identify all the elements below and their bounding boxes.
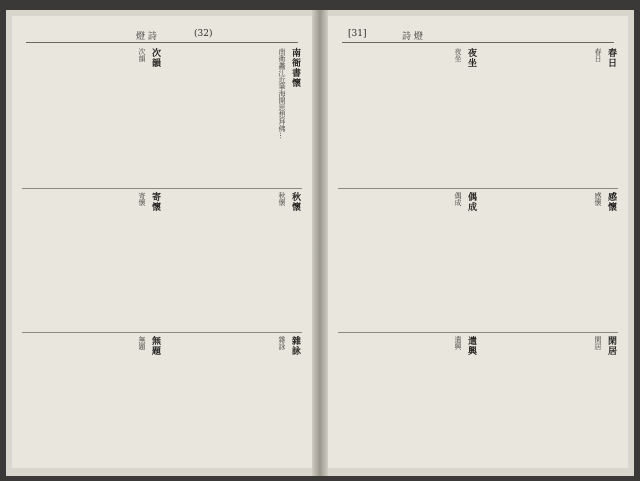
poem-text: 無題 xyxy=(138,336,146,350)
left-columns xyxy=(22,48,302,458)
left-poem-1 xyxy=(162,48,302,184)
left-header-title: 燈 詩 xyxy=(136,32,157,42)
poem-text: 夜坐 xyxy=(454,48,462,62)
poem-heading: 雜詠 xyxy=(290,336,300,356)
left-header xyxy=(26,28,298,43)
right-poem-3 xyxy=(478,192,618,328)
poem-heading: 夜坐 xyxy=(466,48,476,68)
right-header-title: 詩 燈 xyxy=(402,32,423,42)
book-gutter xyxy=(312,10,328,476)
right-poem-6 xyxy=(338,336,478,468)
poem-heading: 春日 xyxy=(606,48,616,68)
poem-heading: 遣興 xyxy=(466,336,476,356)
poem-text: 寄懷 xyxy=(138,192,146,206)
poem-heading: 次韻 xyxy=(150,48,160,68)
left-poem-3 xyxy=(162,192,302,328)
poem-text: 感懷 xyxy=(594,192,602,206)
left-poem-6 xyxy=(22,336,162,468)
poem-text: 遣興 xyxy=(454,336,462,350)
poem-text: 偶成 xyxy=(454,192,462,206)
poem-text: 次韻 xyxy=(138,48,146,62)
left-poem-5 xyxy=(162,336,302,468)
poem-heading: 閑居 xyxy=(606,336,616,356)
poem-heading: 寄懷 xyxy=(150,192,160,212)
right-poem-4 xyxy=(338,192,478,328)
right-columns xyxy=(338,48,618,458)
right-poem-1 xyxy=(478,48,618,184)
left-poem-2 xyxy=(22,48,162,184)
section-divider xyxy=(22,332,302,333)
right-poem-2 xyxy=(338,48,478,184)
left-page xyxy=(12,16,312,468)
section-divider xyxy=(22,188,302,189)
left-page-number: (32) xyxy=(194,29,213,39)
right-page-number: [31] xyxy=(348,29,367,39)
poem-text: 南衛蠡江近筆海開思想拜佛… xyxy=(278,48,286,139)
section-divider xyxy=(338,332,618,333)
poem-text: 閑居 xyxy=(594,336,602,350)
scanned-spread xyxy=(6,10,634,476)
right-page xyxy=(328,16,628,468)
poem-text: 雜詠 xyxy=(278,336,286,350)
poem-text: 秋懷 xyxy=(278,192,286,206)
section-divider xyxy=(338,188,618,189)
right-poem-5 xyxy=(478,336,618,468)
poem-heading: 秋懷 xyxy=(290,192,300,212)
poem-heading: 感懷 xyxy=(606,192,616,212)
left-poem-4 xyxy=(22,192,162,328)
poem-heading: 無題 xyxy=(150,336,160,356)
poem-heading: 南衙書懷 xyxy=(290,48,300,88)
right-header xyxy=(342,28,614,43)
poem-text: 春日 xyxy=(594,48,602,62)
poem-heading: 偶成 xyxy=(466,192,476,212)
